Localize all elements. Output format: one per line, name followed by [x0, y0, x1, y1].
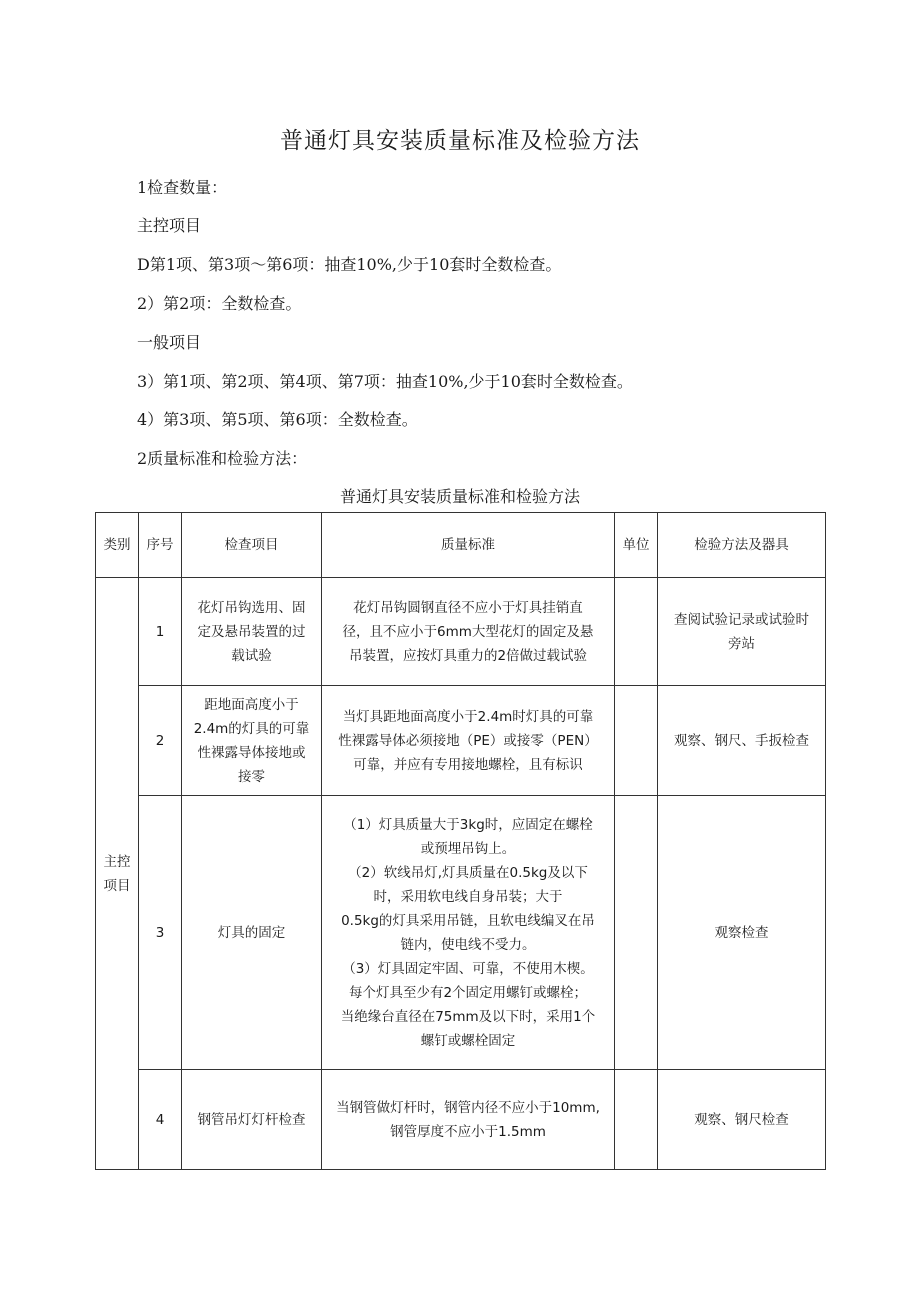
row-number: 1: [139, 578, 182, 686]
cell-line: 当钢管做灯杆时，钢管内径不应小于10mm,: [336, 1099, 600, 1116]
cell-line: 距地面高度小于: [204, 696, 299, 713]
row-number: 2: [139, 686, 182, 796]
cell-line: 旁站: [728, 635, 755, 652]
page-title: 普通灯具安装质量标准及检验方法: [280, 128, 640, 154]
standard-cell: [322, 686, 615, 796]
row-number: 3: [139, 796, 182, 1070]
check-item-cell: [182, 686, 322, 796]
method-cell: [658, 796, 826, 1070]
cell-line: 吊装置，应按灯具重力的2倍做过载试验: [348, 647, 588, 664]
cell-line: 可靠，并应有专用接地螺栓，且有标识: [353, 756, 583, 773]
standard-cell: [322, 796, 615, 1070]
header-method: 检验方法及器具: [658, 513, 826, 578]
table-row: [96, 578, 826, 686]
table-row: [96, 686, 826, 796]
cell-line: （1）灯具质量大于3kg时，应固定在螺栓: [343, 816, 593, 833]
table-row: [96, 1070, 826, 1170]
paragraph-rule-2: 2）第2项：全数检查。: [137, 294, 302, 313]
cell-line: 或预埋吊钩上。: [420, 840, 516, 857]
header-number: 序号: [139, 513, 182, 578]
paragraph-rule-1: D第1项、第3项～第6项：抽查10%,少于10套时全数检查。: [137, 255, 562, 274]
header-quality-standard: 质量标准: [322, 513, 615, 578]
header-check-item: 检查项目: [182, 513, 322, 578]
unit-cell: [615, 578, 658, 686]
standard-cell: [322, 1070, 615, 1170]
paragraph-inspection-quantity: 1检查数量：: [137, 178, 228, 197]
unit-cell: [615, 1070, 658, 1170]
category-cell: [96, 578, 139, 1170]
table-row: [96, 796, 826, 1070]
row-number: 4: [139, 1070, 182, 1170]
check-item-cell: [182, 578, 322, 686]
cell-line: 灯具的固定: [217, 924, 286, 941]
cell-line: 观察、钢尺检查: [694, 1111, 789, 1128]
cell-line: 花灯吊钩圆钢直径不应小于灯具挂销直: [353, 599, 583, 616]
cell-line: 钢管吊灯灯杆检查: [197, 1111, 306, 1128]
cell-line: （3）灯具固定牢固、可靠，不使用木楔。: [342, 960, 594, 977]
unit-cell: [615, 686, 658, 796]
cell-line: 每个灯具至少有2个固定用螺钉或螺栓；: [348, 984, 588, 1001]
cell-line: 定及悬吊装置的过: [197, 623, 306, 640]
cell-line: 观察、钢尺、手扳检查: [674, 732, 809, 749]
cell-line: 接零: [238, 768, 265, 785]
category-line: 主控: [103, 853, 131, 870]
cell-line: 链内，使电线不受力。: [400, 936, 536, 953]
unit-cell: [615, 796, 658, 1070]
paragraph-main-items: 主控项目: [137, 216, 202, 235]
cell-line: 2.4m的灯具的可靠: [193, 720, 310, 737]
cell-line: （2）软线吊灯,灯具质量在0.5kg及以下: [348, 864, 588, 881]
category-line: 项目: [103, 877, 131, 894]
cell-line: 螺钉或螺栓固定: [420, 1032, 516, 1049]
paragraph-quality-standard: 2质量标准和检验方法：: [137, 449, 308, 468]
header-unit: 单位: [615, 513, 658, 578]
quality-standard-table: [95, 512, 826, 1170]
cell-line: 径，且不应小于6mm大型花灯的固定及悬: [342, 623, 594, 640]
table-header-row: [96, 513, 826, 578]
cell-line: 钢管厚度不应小于1.5mm: [390, 1123, 546, 1140]
cell-line: 花灯吊钩选用、固: [197, 599, 306, 616]
check-item-cell: [182, 1070, 322, 1170]
cell-line: 当绝缘台直径在75mm及以下时，采用1个: [340, 1008, 596, 1025]
paragraph-rule-4: 4）第3项、第5项、第6项：全数检查。: [137, 410, 418, 429]
method-cell: [658, 578, 826, 686]
method-cell: [658, 1070, 826, 1170]
cell-line: 载试验: [231, 647, 272, 664]
paragraph-rule-3: 3）第1项、第2项、第4项、第7项：抽查10%,少于10套时全数检查。: [137, 372, 633, 391]
standard-cell: [322, 578, 615, 686]
cell-line: 性裸露导体必须接地（PE）或接零（PEN）: [338, 732, 598, 749]
paragraph-general-items: 一般项目: [137, 333, 202, 352]
method-cell: [658, 686, 826, 796]
cell-line: 当灯具距地面高度小于2.4m时灯具的可靠: [342, 708, 594, 725]
header-category: 类别: [96, 513, 139, 578]
cell-line: 性裸露导体接地或: [197, 744, 306, 761]
cell-line: 时，采用软电线自身吊装；大于: [373, 888, 563, 905]
cell-line: 0.5kg的灯具采用吊链，且软电线编叉在吊: [341, 912, 595, 929]
cell-line: 查阅试验记录或试验时: [674, 611, 809, 628]
cell-line: 观察检查: [714, 924, 769, 941]
check-item-cell: [182, 796, 322, 1070]
table-caption: 普通灯具安装质量标准和检验方法: [339, 487, 580, 506]
